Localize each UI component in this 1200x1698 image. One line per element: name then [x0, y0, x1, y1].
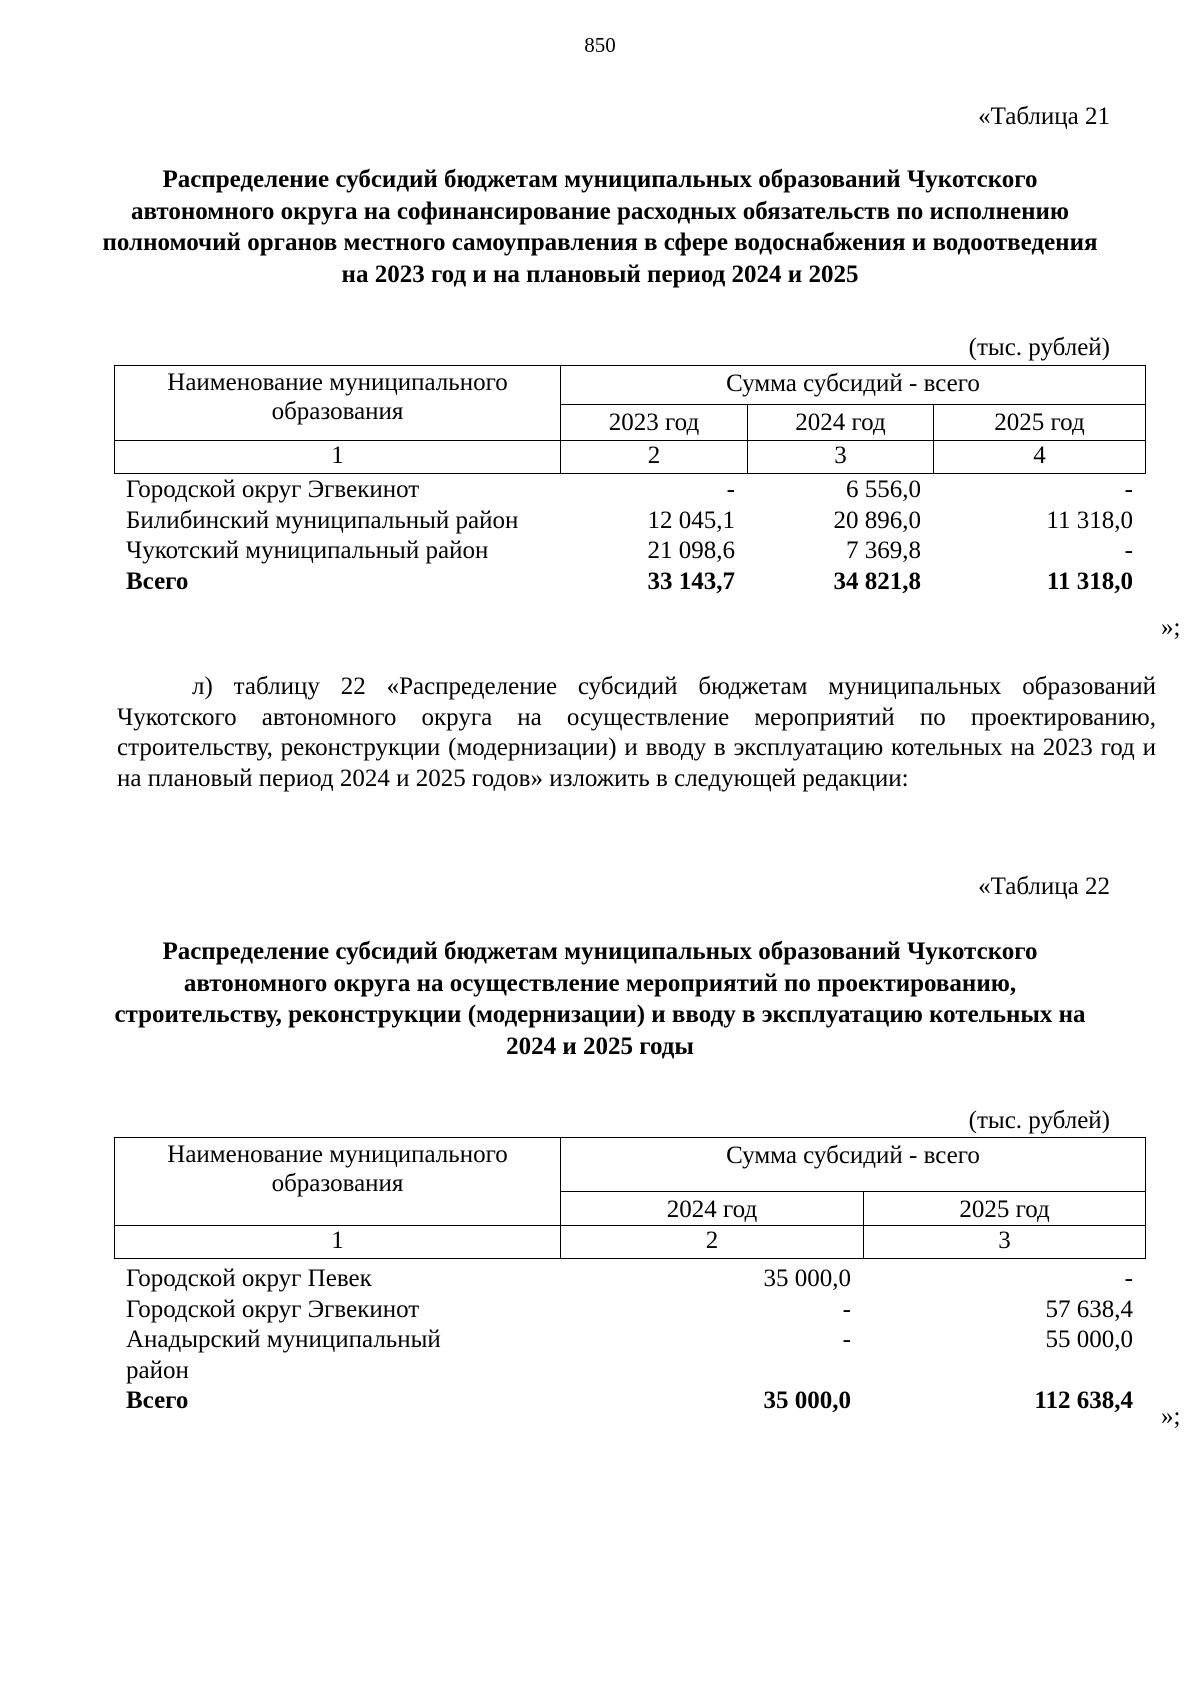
table22-colnum-1: 1	[115, 1226, 561, 1259]
value-2024: 7 369,8	[846, 537, 921, 564]
page-number: 850	[584, 33, 616, 57]
total-2023: 33 143,7	[647, 567, 735, 595]
table-row	[126, 536, 1145, 567]
table-total-row	[126, 1386, 1145, 1417]
table21-year-2024: 2024 год	[748, 405, 934, 441]
table21-name-header: Наименование муниципального образования	[115, 366, 561, 441]
table21-year-2023: 2023 год	[561, 405, 748, 441]
value-2024: -	[842, 1295, 851, 1323]
table21-year-2025: 2025 год	[934, 405, 1146, 441]
row-name: Городской округ Эгвекинот	[126, 476, 420, 503]
table-row	[126, 475, 1145, 506]
table21-header	[114, 365, 1146, 474]
total-label: Всего	[126, 567, 189, 595]
total-2024: 35 000,0	[763, 1387, 851, 1414]
total-label: Всего	[126, 1387, 189, 1414]
table21-colnum-4: 4	[934, 441, 1146, 474]
table21-title: Распределение субсидий бюджетам муниципальных образований Чукотского автономного округа на софинансирование расходных обязательств по исполнению полномочий органов местного самоуправления в сфере водоснабжения и водоотведения на 2023 год и на плановый период 2024 и 2025	[102, 166, 1098, 288]
table-row	[126, 1264, 1145, 1295]
table-row	[126, 506, 1145, 537]
value-2025: 57 638,4	[1045, 1295, 1133, 1323]
value-2024: 20 896,0	[833, 506, 921, 534]
value-2024: 35 000,0	[763, 1265, 851, 1292]
table21-closing-quote: »;	[1161, 614, 1181, 641]
value-2025: 55 000,0	[1045, 1326, 1133, 1353]
table-row	[126, 1325, 1145, 1386]
value-2024: 6 556,0	[846, 476, 921, 503]
row-name: Городской округ Эгвекинот	[126, 1295, 420, 1323]
row-name: Анадырский муниципальный район	[126, 1326, 441, 1384]
table-row	[126, 1295, 1145, 1326]
table21-sum-header: Сумма субсидий - всего	[561, 366, 1146, 405]
value-2023: 12 045,1	[647, 506, 735, 534]
value-2025: -	[1124, 1265, 1133, 1292]
table21-colnum-2: 2	[561, 441, 748, 474]
table-total-row	[126, 567, 1145, 598]
table21-body	[126, 475, 1145, 597]
value-2023: -	[726, 476, 735, 503]
table22-colnum-3: 3	[864, 1226, 1146, 1259]
value-2025: -	[1124, 537, 1133, 564]
table22-title: Распределение субсидий бюджетам муниципальных образований Чукотского автономного округа на осуществление мероприятий по проектированию, строительству, реконструкции (модернизации) и вводу в эксплуатацию котельных на 2024 и 2025 годы	[114, 938, 1086, 1060]
value-2024: -	[842, 1326, 851, 1353]
table21-label: «Таблица 21	[978, 103, 1110, 130]
row-name: Городской округ Певек	[126, 1265, 372, 1292]
total-2024: 34 821,8	[833, 567, 921, 595]
table22-sum-header: Сумма субсидий - всего	[561, 1138, 1146, 1192]
row-name: Билибинский муниципальный район	[126, 506, 519, 534]
value-2025: 11 318,0	[1046, 506, 1133, 534]
table21-colnum-1: 1	[115, 441, 561, 474]
table22-header	[114, 1137, 1146, 1259]
total-2025: 112 638,4	[1034, 1387, 1133, 1414]
table22-label: «Таблица 22	[978, 873, 1110, 900]
table21-units: (тыс. рублей)	[968, 334, 1110, 361]
table22-units: (тыс. рублей)	[968, 1107, 1110, 1134]
row-name: Чукотский муниципальный район	[126, 537, 489, 564]
table22-year-2025: 2025 год	[864, 1192, 1146, 1226]
amendment-paragraph: л) таблицу 22 «Распределение субсидий бюджетам муниципальных образований Чукотского автономного округа на осуществление мероприятий по проектированию, строительству, реконструкции (модернизации) и вводу в эксплуатацию котельных на 2023 год и на плановый период 2024 и 2025 годов» изложить в следующей редакции:	[117, 673, 1156, 792]
table21-colnum-3: 3	[748, 441, 934, 474]
table22-year-2024: 2024 год	[561, 1192, 864, 1226]
value-2025: -	[1124, 476, 1133, 503]
table22-name-header: Наименование муниципального образования	[115, 1138, 561, 1226]
table22-colnum-2: 2	[561, 1226, 864, 1259]
table22-body	[126, 1264, 1145, 1417]
value-2023: 21 098,6	[647, 537, 735, 564]
total-2025: 11 318,0	[1046, 567, 1133, 595]
table22-closing-quote: »;	[1161, 1403, 1181, 1430]
